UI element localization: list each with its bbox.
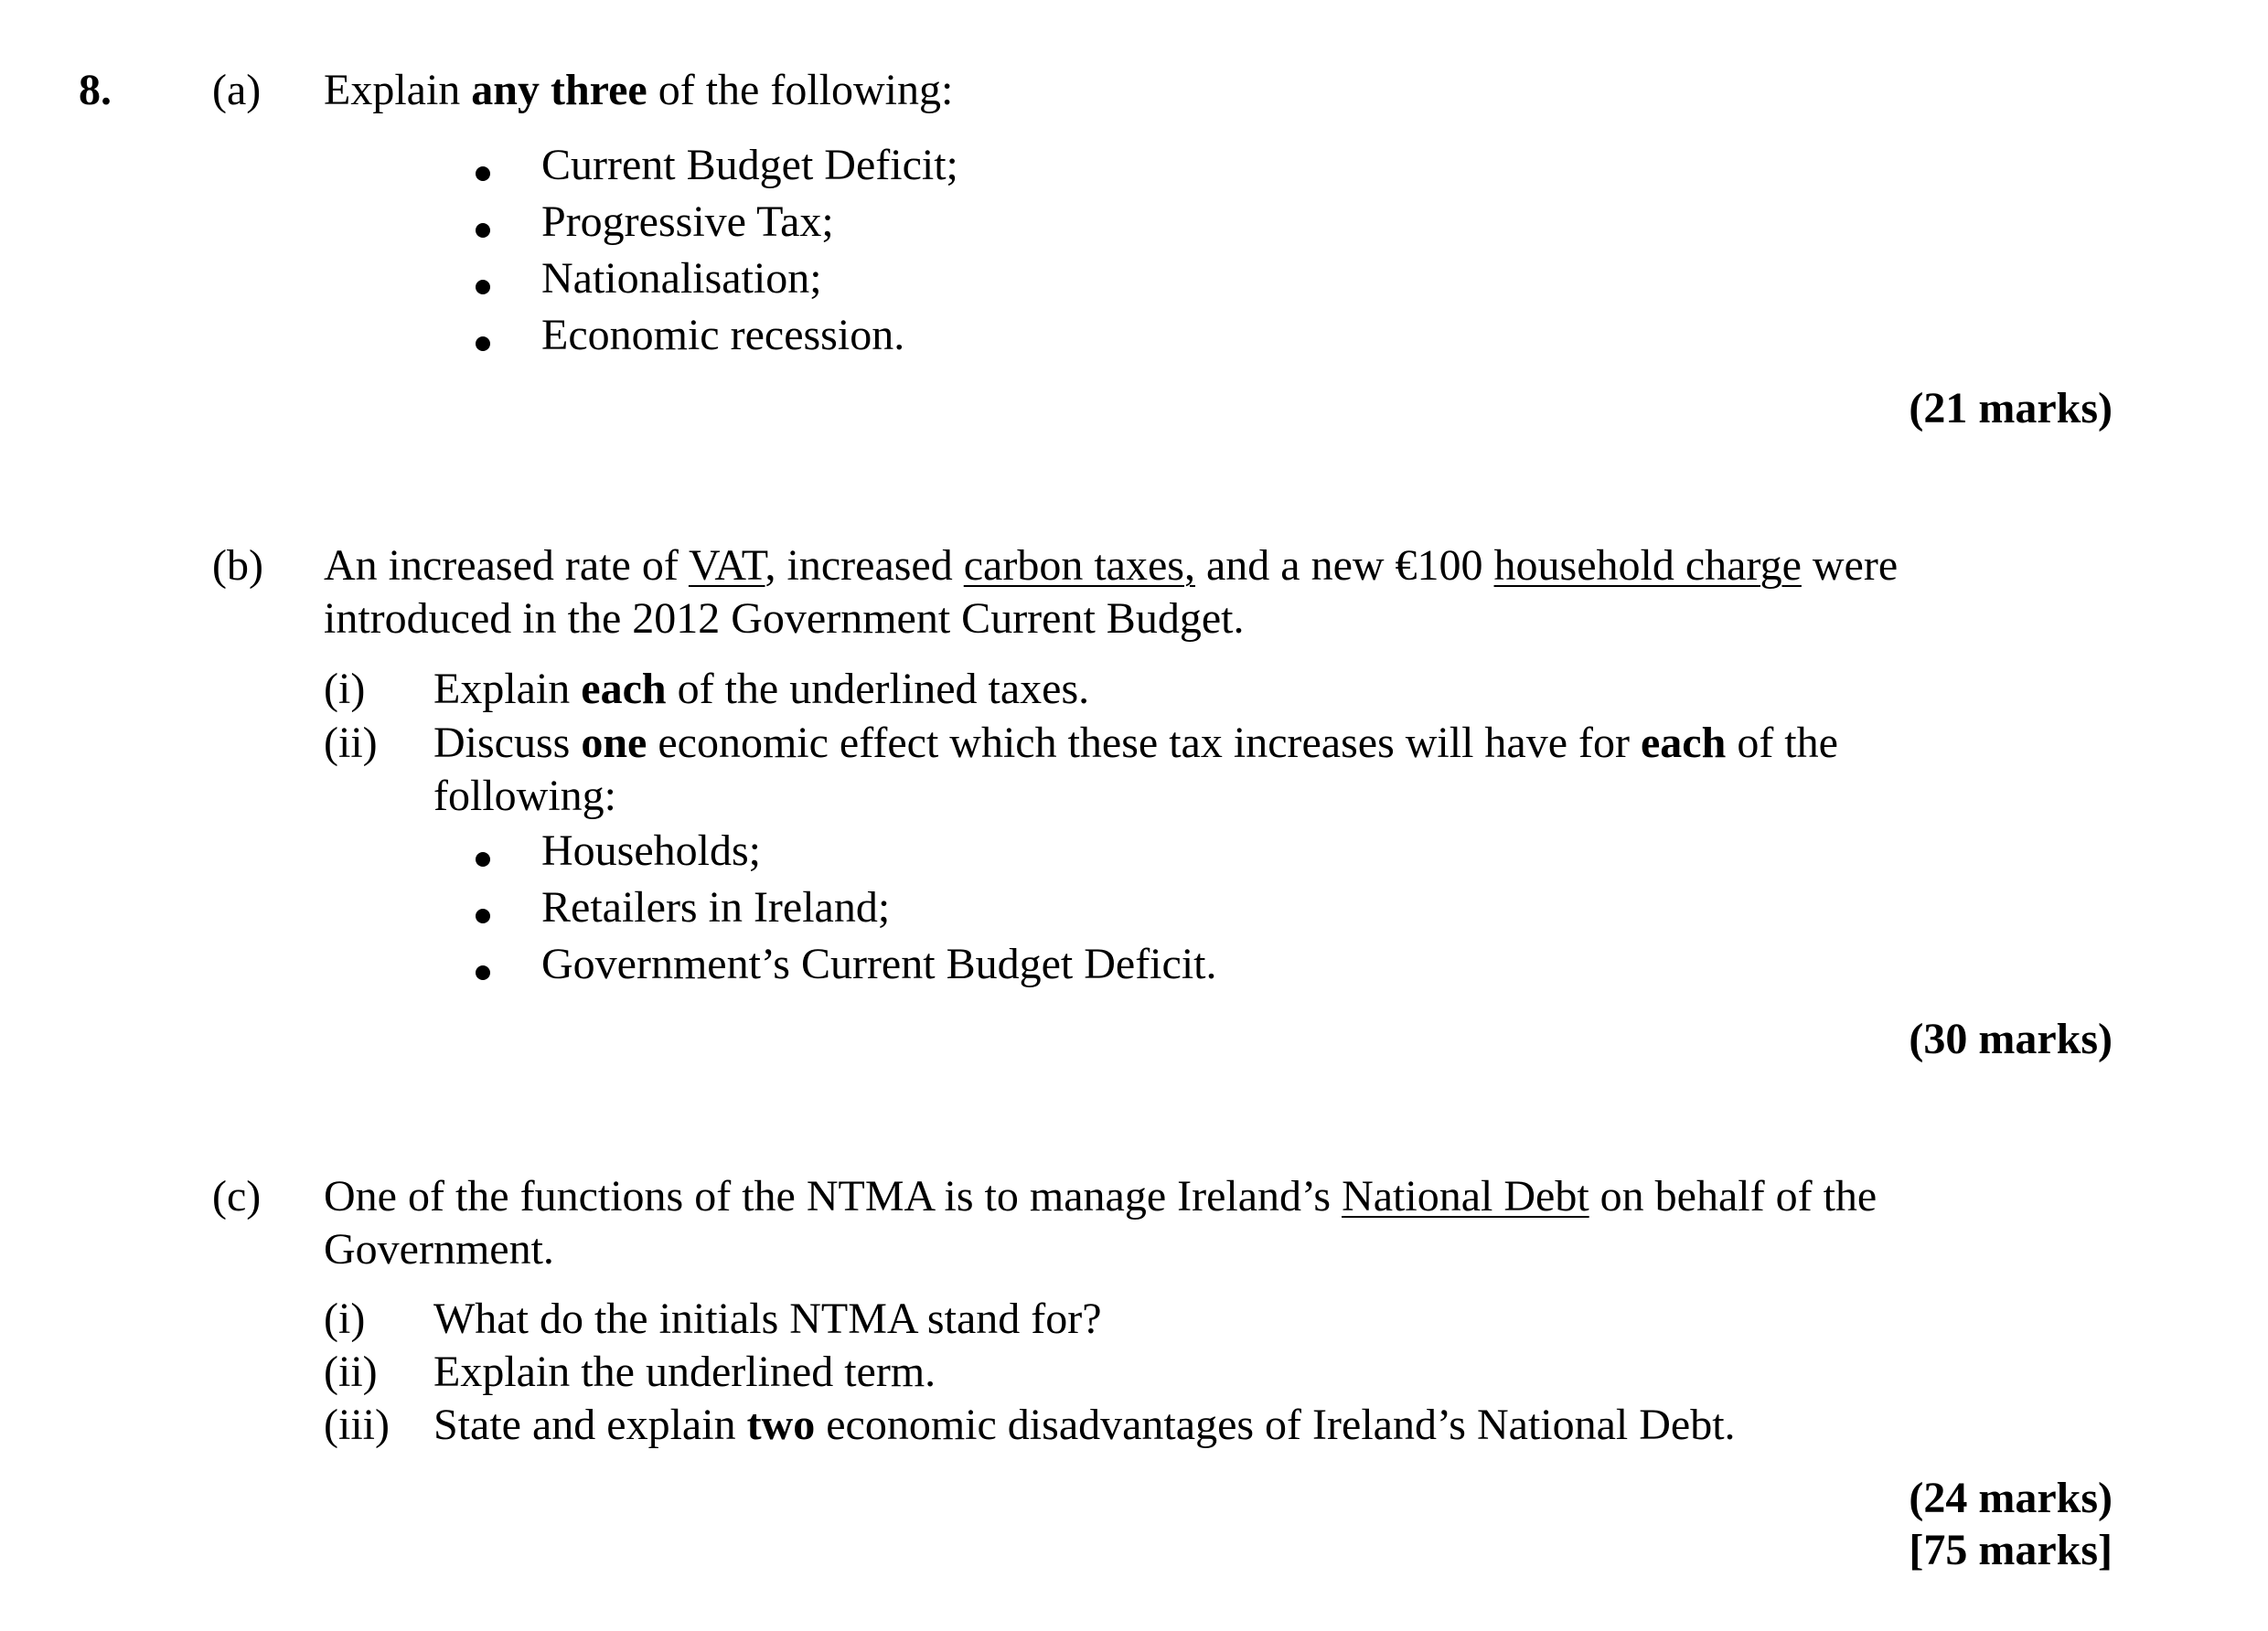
- bullet-icon: [476, 336, 490, 351]
- bullet-icon: [476, 965, 490, 980]
- part-b-line-1: [324, 539, 1898, 592]
- part-c-sub-iii-bold: two: [746, 1401, 816, 1449]
- part-b-line-1-mid2: and a new €100: [1194, 541, 1494, 590]
- part-a-bullet-3: Nationalisation;: [541, 254, 822, 303]
- part-b-sub-i-text: [433, 663, 1089, 715]
- bullet-icon: [476, 223, 490, 238]
- part-b-sub-ii-pre: Discuss: [433, 719, 582, 767]
- part-b-bullet-2: Retailers in Ireland;: [541, 883, 891, 932]
- part-c-label: (c): [212, 1172, 262, 1221]
- part-b-bullet-3: Government’s Current Budget Deficit.: [541, 940, 1217, 988]
- underlined-household-charge: household charge: [1493, 541, 1802, 590]
- part-b-sub-i-post: of the underlined taxes.: [666, 665, 1090, 713]
- part-c-sub-i-label: (i): [324, 1295, 366, 1343]
- part-b-line-1-post: were: [1801, 541, 1899, 590]
- part-c-sub-iii-text: [433, 1399, 1736, 1451]
- part-b-sub-ii-line-2: following:: [433, 772, 616, 820]
- bullet-icon: [476, 852, 490, 867]
- question-number: 8.: [79, 66, 112, 114]
- part-b-sub-i-label: (i): [324, 665, 366, 713]
- bullet-icon: [476, 166, 490, 181]
- part-a-intro-pre: Explain: [324, 66, 472, 114]
- bullet-icon: [476, 909, 490, 923]
- part-b-sub-ii-bold-1: one: [581, 719, 647, 767]
- part-b-bullet-1: Households;: [541, 826, 761, 875]
- part-b-sub-ii-text: [433, 717, 1838, 769]
- part-b-sub-i-bold: each: [581, 665, 667, 713]
- part-c-sub-iii-label: (iii): [324, 1401, 390, 1449]
- part-c-sub-i-text: What do the initials NTMA stand for?: [433, 1295, 1102, 1343]
- part-c-line-2: Government.: [324, 1225, 554, 1274]
- part-b-line-1-pre: An increased rate of: [324, 541, 689, 590]
- part-c-marks: (24 marks): [1909, 1474, 2113, 1522]
- part-b-marks: (30 marks): [1909, 1015, 2113, 1063]
- part-a-bullet-4: Economic recession.: [541, 311, 905, 359]
- part-b-sub-i-pre: Explain: [433, 665, 582, 713]
- part-b-sub-ii-bold-2: each: [1641, 719, 1727, 767]
- part-b-sub-ii-mid: economic effect which these tax increases will have for: [647, 719, 1641, 767]
- part-a-label: (a): [212, 66, 262, 114]
- part-c-line-1-post: on behalf of the: [1589, 1172, 1878, 1221]
- total-marks: [75 marks]: [1909, 1526, 2113, 1574]
- bullet-icon: [476, 280, 490, 294]
- part-b-sub-ii-post: of the: [1726, 719, 1838, 767]
- part-b-label: (b): [212, 541, 263, 590]
- part-c-line-1: [324, 1170, 1877, 1222]
- part-c-sub-iii-post: economic disadvantages of Ireland’s National Debt.: [815, 1401, 1736, 1449]
- part-a-intro: [324, 64, 953, 116]
- part-c-line-1-pre: One of the functions of the NTMA is to manage Ireland’s: [324, 1172, 1343, 1221]
- underlined-carbon-taxes: carbon taxes,: [963, 541, 1195, 590]
- underlined-vat: VAT: [688, 541, 765, 590]
- part-a-intro-post: of the following:: [647, 66, 954, 114]
- part-b-line-2: introduced in the 2012 Government Current Budget.: [324, 594, 1245, 643]
- part-a-bullet-1: Current Budget Deficit;: [541, 141, 958, 189]
- part-a-intro-bold: any three: [471, 66, 647, 114]
- part-b-line-1-mid1: , increased: [765, 541, 964, 590]
- part-a-bullet-2: Progressive Tax;: [541, 197, 834, 246]
- part-a-marks: (21 marks): [1909, 384, 2113, 432]
- part-b-sub-ii-label: (ii): [324, 719, 378, 767]
- part-c-sub-iii-pre: State and explain: [433, 1401, 747, 1449]
- part-c-sub-ii-text: Explain the underlined term.: [433, 1348, 936, 1396]
- part-c-sub-ii-label: (ii): [324, 1348, 378, 1396]
- underlined-national-debt: National Debt: [1342, 1172, 1589, 1221]
